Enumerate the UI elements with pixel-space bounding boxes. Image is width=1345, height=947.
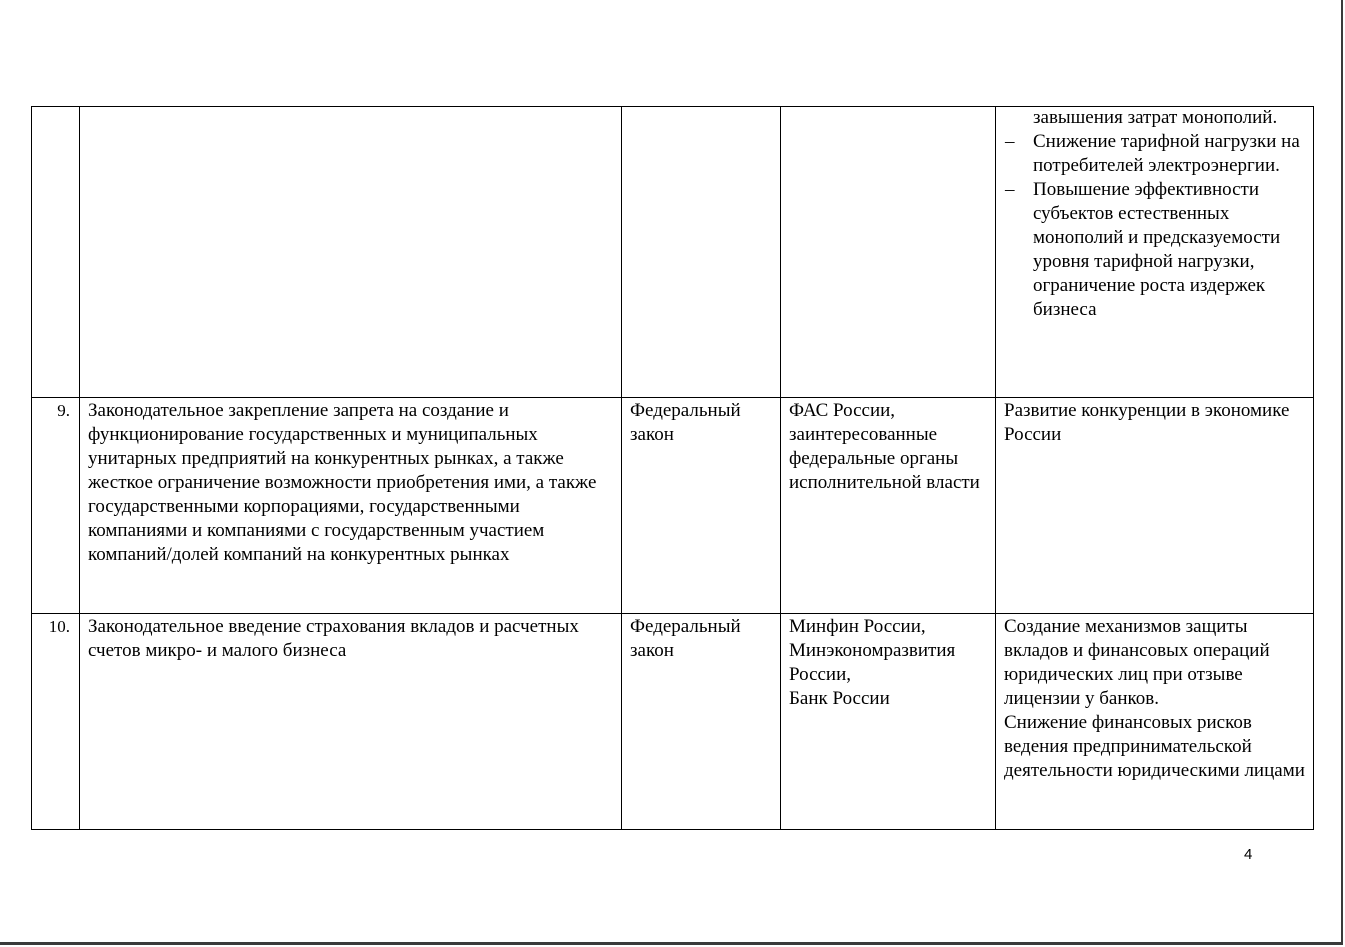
list-item <box>1004 130 1305 178</box>
row-result <box>996 398 1314 614</box>
row-description: Законодательное закрепление запрета на создание и функционирование государственных и муниципальных унитарных предприятий на конкурентных рынках, а также жесткое ограничение возможности приобретения ими, а также государственными корпорациями, государственными компаниями и компаниями с государственным участием компаний/долей компаний на конкурентных рынках <box>80 398 622 614</box>
table-row-9 <box>32 398 1314 614</box>
responsible-cell <box>781 107 996 398</box>
number-cell <box>32 107 80 398</box>
responsible-line: Банк России <box>789 688 890 709</box>
page-edge-right <box>1341 0 1343 944</box>
row-form: Федеральный закон <box>622 614 781 830</box>
result-cell <box>996 107 1314 398</box>
table-row-continuation <box>32 107 1314 398</box>
row-responsible <box>781 614 996 830</box>
result-continued-text: завышения затрат монополий. <box>1033 107 1278 128</box>
row-result <box>996 614 1314 830</box>
result-dash-list <box>1004 130 1305 322</box>
row-result-line: Создание механизмов защиты вкладов и финансовых операций юридических лиц при отзыве лицензии у банков. <box>1004 616 1270 709</box>
row-number: 10. <box>32 614 80 830</box>
row-number: 9. <box>32 398 80 614</box>
page-edge-bottom <box>0 942 1343 945</box>
responsible-line: Минэкономразвития России, <box>789 640 956 685</box>
dash-bullet: – <box>1005 131 1015 152</box>
row-responsible: ФАС России, заинтересованные федеральные органы исполнительной власти <box>781 398 996 614</box>
form-cell <box>622 107 781 398</box>
list-item-text: Повышение эффективности субъектов естественных монополий и предсказуемости уровня тарифной нагрузки, ограничение роста издержек бизнеса <box>1033 179 1281 320</box>
list-item <box>1004 178 1305 322</box>
list-item-text: Снижение тарифной нагрузки на потребителей электроэнергии. <box>1033 131 1300 176</box>
page-number: 4 <box>1244 846 1253 863</box>
dash-bullet: – <box>1005 179 1015 200</box>
measures-table <box>31 106 1314 830</box>
row-description: Законодательное введение страхования вкладов и расчетных счетов микро- и малого бизнеса <box>80 614 622 830</box>
row-result-line: Снижение финансовых рисков ведения предпринимательской деятельности юридическими лицами <box>1004 712 1305 781</box>
description-cell <box>80 107 622 398</box>
row-result-line: Развитие конкуренции в экономике России <box>1004 400 1290 445</box>
table-row-10 <box>32 614 1314 830</box>
responsible-line: Минфин России, <box>789 616 926 637</box>
row-form: Федеральный закон <box>622 398 781 614</box>
